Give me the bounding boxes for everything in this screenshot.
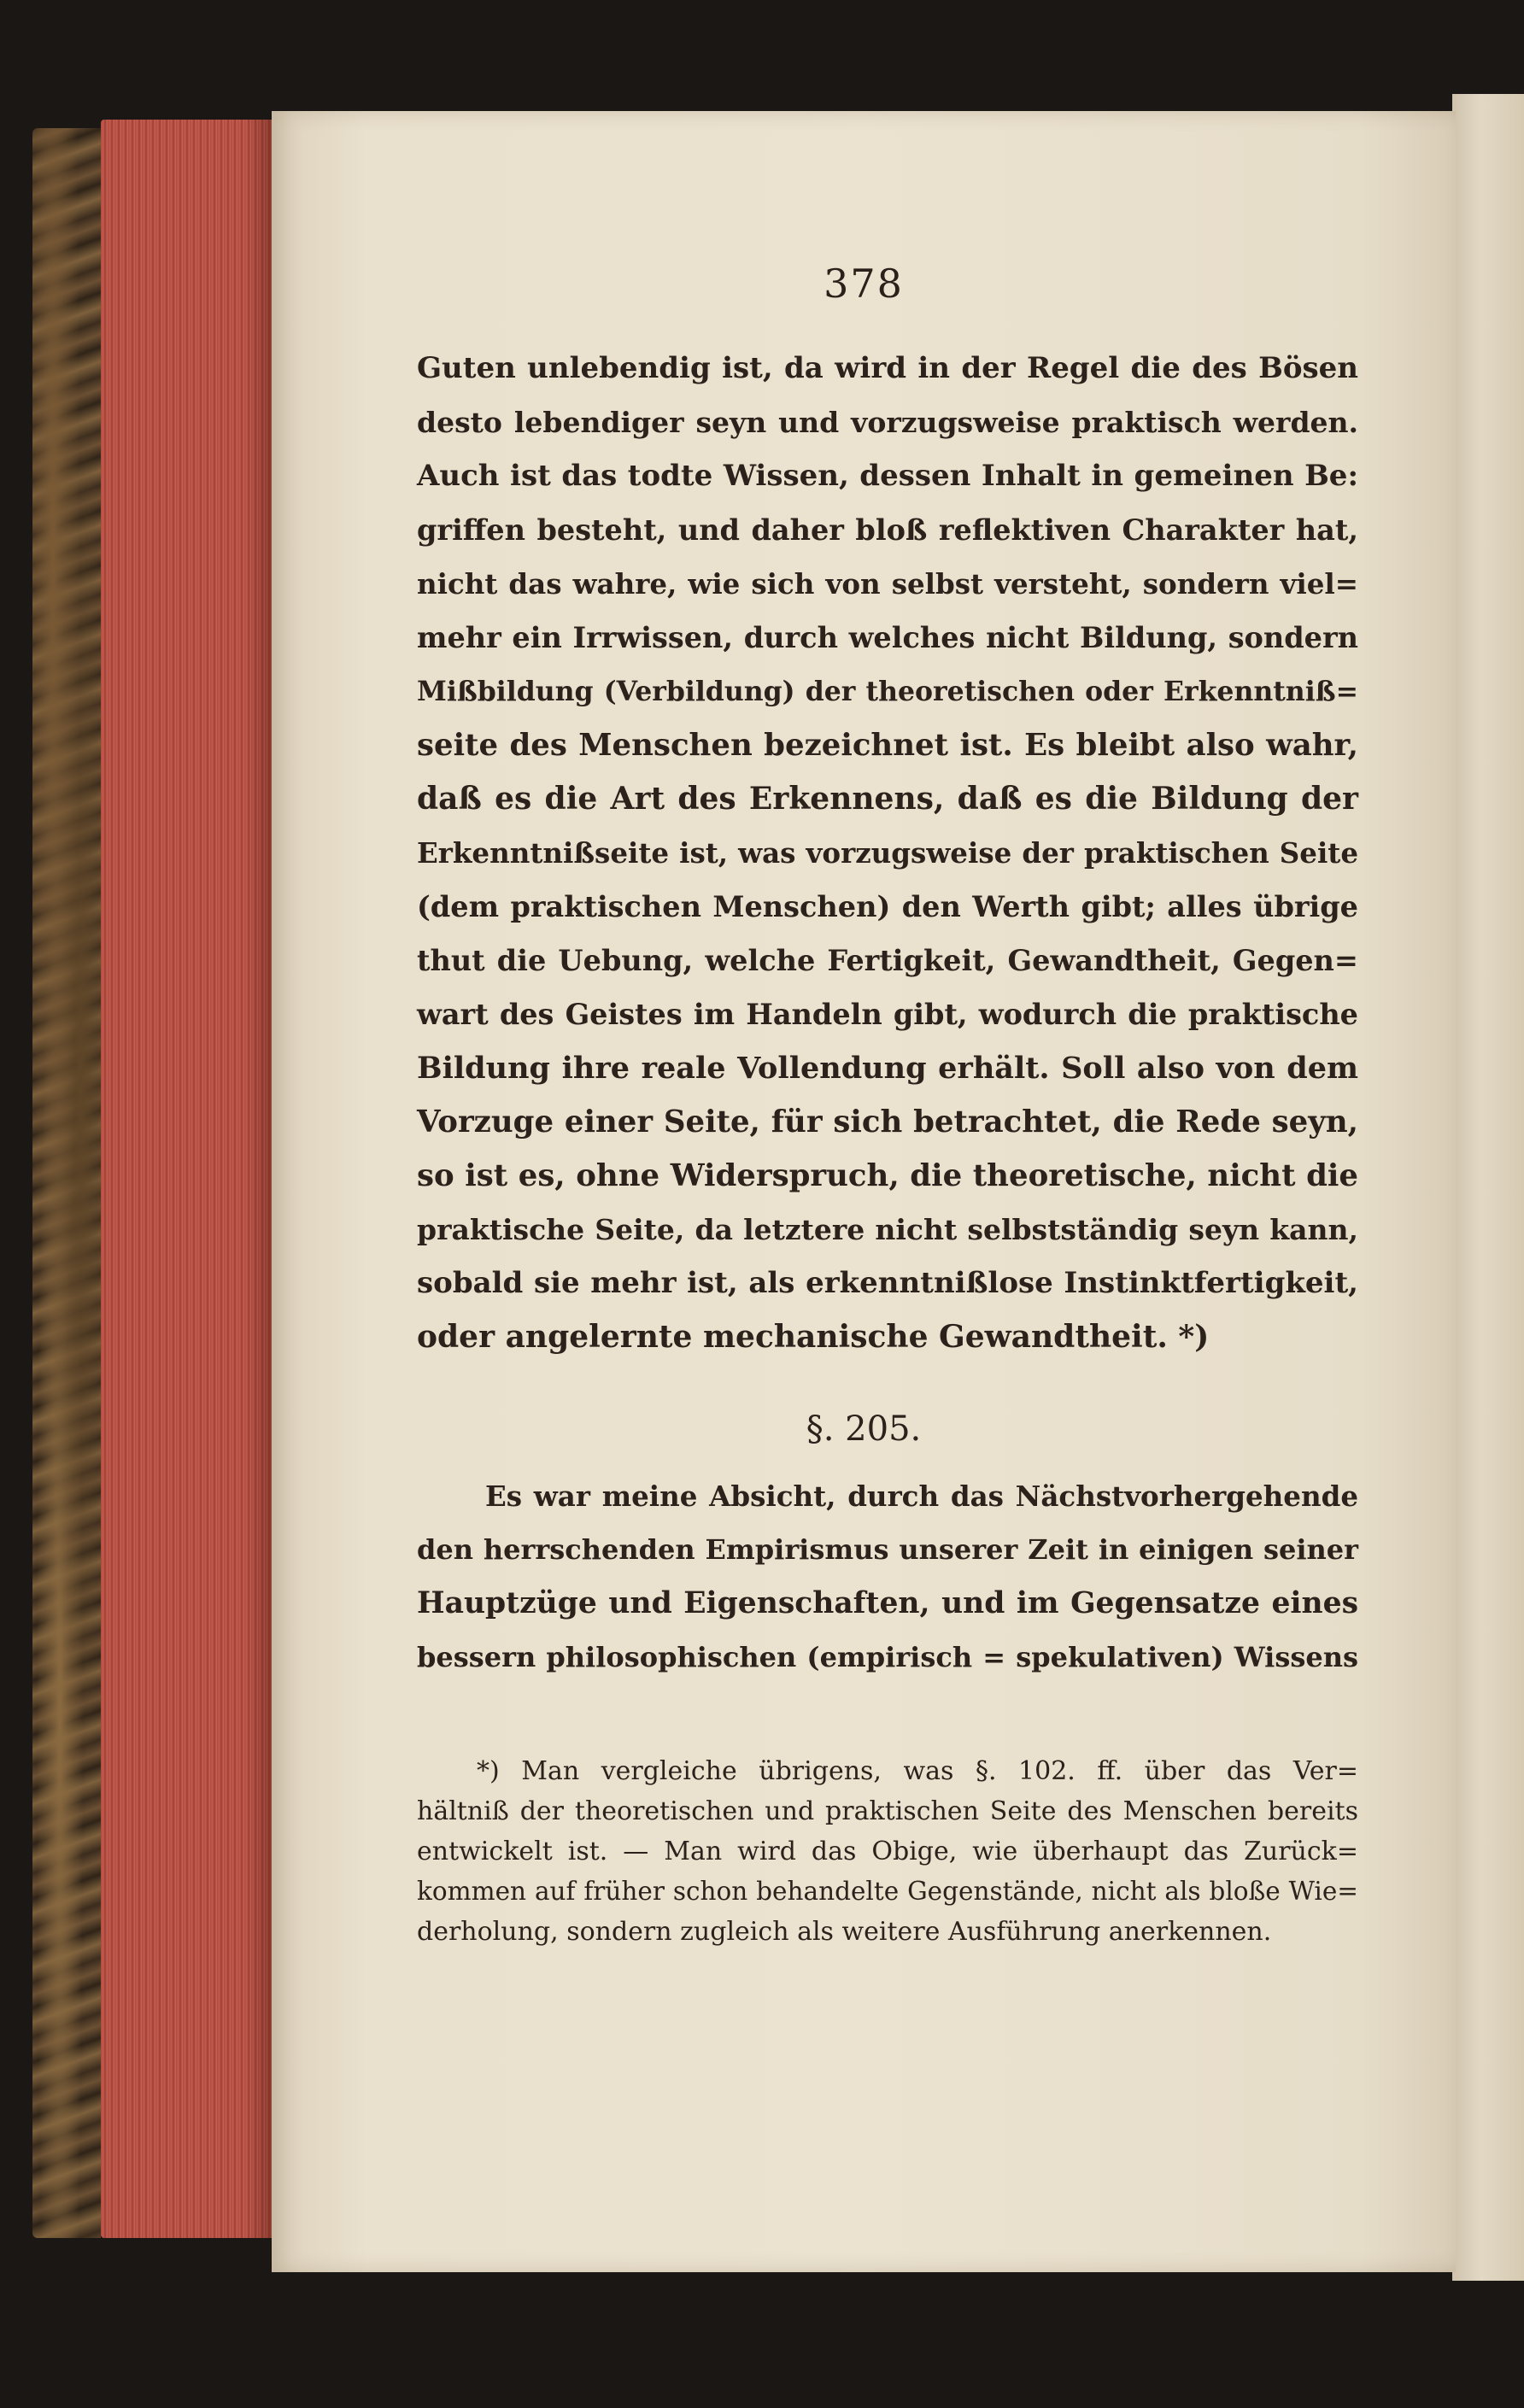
text-line: Erkenntnißseite ist, was vorzugsweise der praktischen Seite [417, 836, 1358, 870]
text-line: griffen besteht, und daher bloß reflektiven Charakter hat, [417, 513, 1358, 547]
paragraph-2 [417, 1469, 1358, 1684]
text-line: so ist es, ohne Widerspruch, die theoretische, nicht die [417, 1158, 1358, 1193]
marbled-cover [32, 128, 101, 2238]
text-line: Es war meine Absicht, durch das Nächstvorhergehende [485, 1479, 1358, 1513]
page-number: 378 [824, 261, 904, 307]
text-line: praktische Seite, da letztere nicht selbstständig seyn kann, [417, 1213, 1358, 1246]
section-heading: §. 205. [806, 1409, 922, 1449]
text-line: nicht das wahre, wie sich von selbst versteht, sondern viel= [417, 567, 1358, 601]
text-line: bessern philosophischen (empirisch = spekulativen) Wissens [417, 1641, 1358, 1673]
footnote-line: derholung, sondern zugleich als weitere Ausführung anerkennen. [417, 1917, 1272, 1947]
text-line: sobald sie mehr ist, als erkenntnißlose Instinktfertigkeit, [417, 1266, 1358, 1300]
footnote-line: kommen auf früher schon behandelte Gegenstände, nicht als bloße Wie= [417, 1877, 1358, 1906]
text-line: oder angelernte mechanische Gewandtheit. *) [417, 1319, 1210, 1355]
footnote [417, 1751, 1358, 1952]
text-line: thut die Uebung, welche Fertigkeit, Gewandtheit, Gegen= [417, 944, 1358, 977]
footnote-line: entwickelt ist. — Man wird das Obige, wie überhaupt das Zurück= [417, 1837, 1358, 1866]
footnote-line: *) Man vergleiche übrigens, was §. 102. ff. über das Ver= [477, 1756, 1358, 1786]
text-line: (dem praktischen Menschen) den Werth gibt; alles übrige [417, 890, 1358, 923]
footnote-line: hältniß der theoretischen und praktischen Seite des Menschen bereits [417, 1796, 1358, 1826]
text-line: den herrschenden Empirismus unserer Zeit in einigen seiner [417, 1533, 1358, 1566]
text-line: Mißbildung (Verbildung) der theoretischen oder Erkenntniß= [417, 676, 1358, 707]
facing-page-edge [1452, 94, 1524, 2281]
text-line: mehr ein Irrwissen, durch welches nicht Bildung, sondern [417, 621, 1358, 654]
text-line: Auch ist das todte Wissen, dessen Inhalt in gemeinen Be: [417, 459, 1358, 493]
book-page [272, 111, 1456, 2272]
text-line: wart des Geistes im Handeln gibt, wodurch die praktische [417, 998, 1358, 1031]
text-line: desto lebendiger seyn und vorzugsweise praktisch werden. [417, 406, 1358, 439]
text-line: Guten unlebendig ist, da wird in der Regel die des Bösen [417, 351, 1358, 385]
text-line: Bildung ihre reale Vollendung erhält. Soll also von dem [417, 1051, 1358, 1086]
paragraph-1 [417, 342, 1358, 1364]
text-line: seite des Menschen bezeichnet ist. Es bleibt also wahr, [417, 728, 1358, 763]
page-edges [101, 120, 272, 2238]
text-line: Vorzuge einer Seite, für sich betrachtet, die Rede seyn, [417, 1104, 1358, 1140]
text-line: daß es die Art des Erkennens, daß es die Bildung der [417, 781, 1358, 817]
text-line: Hauptzüge und Eigenschaften, und im Gegensatze eines [417, 1586, 1358, 1620]
